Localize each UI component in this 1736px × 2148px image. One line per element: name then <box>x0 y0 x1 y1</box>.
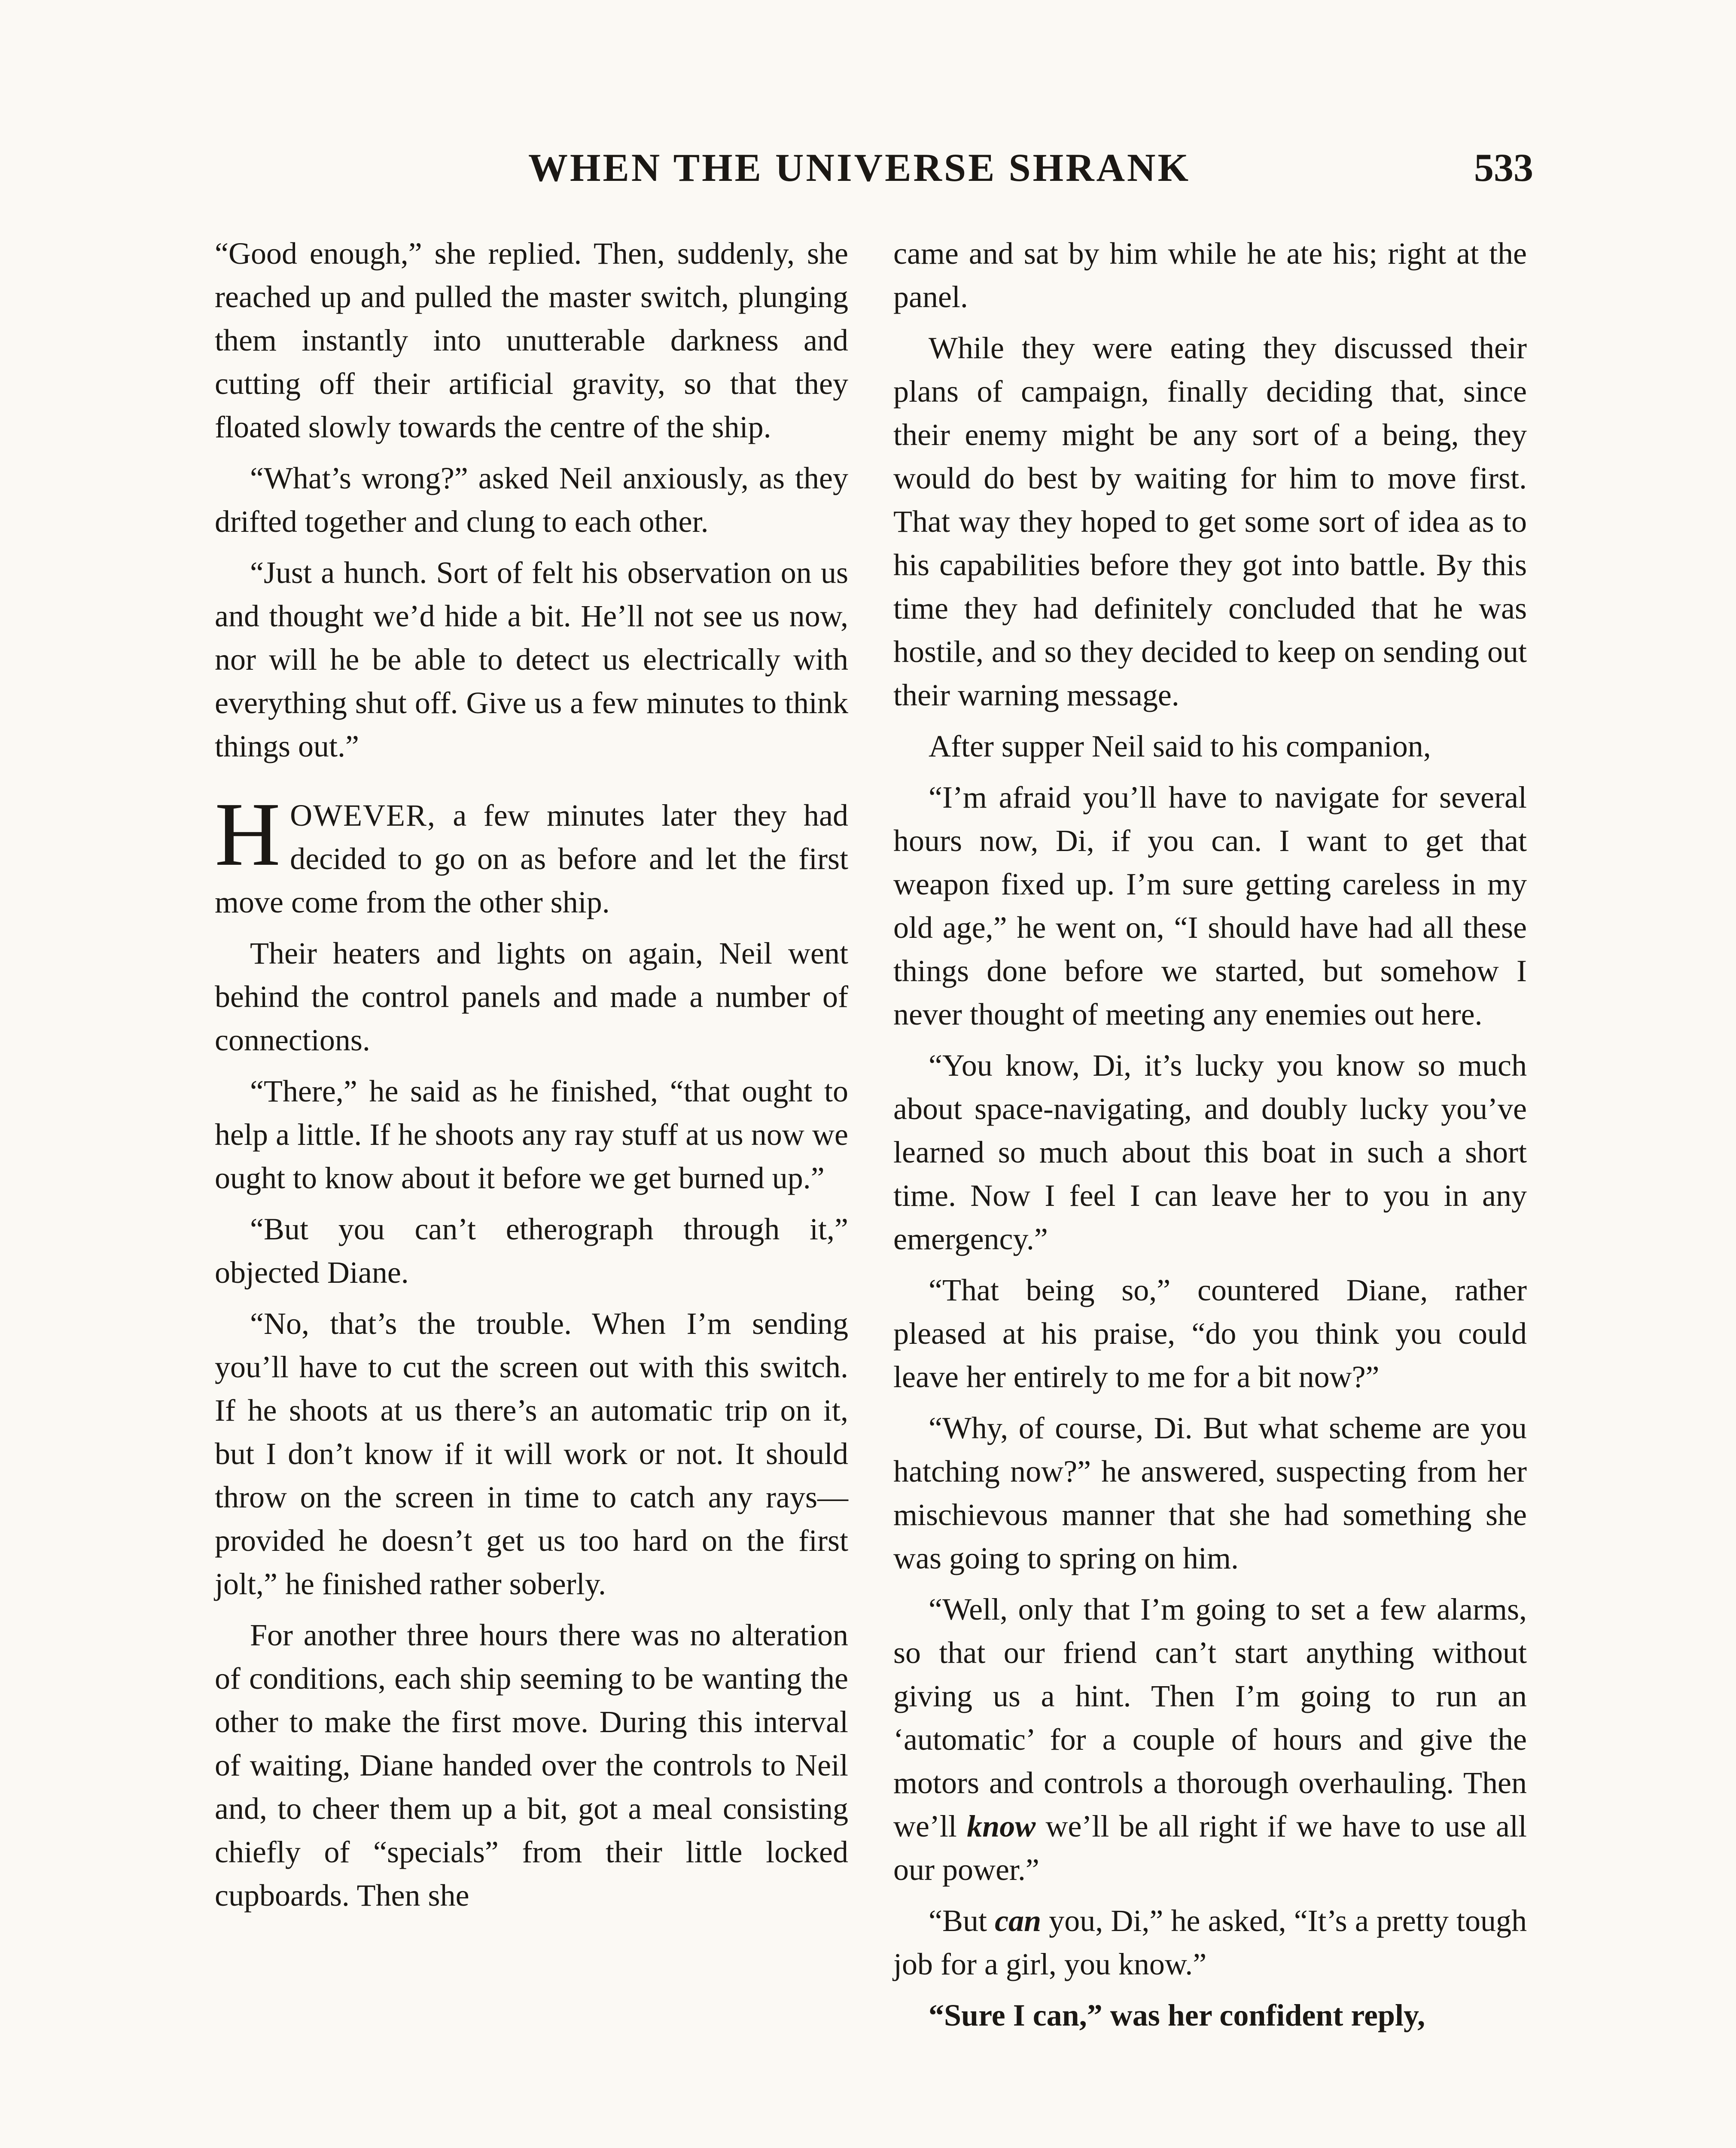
paragraph: While they were eating they discussed their plans of campaign, finally deciding that, since their enemy might be any sort of a being, they would do best by waiting for him to move first. That way they hoped to get some sort of idea as to his capabilities before they got into battle. By this time they had definitely concluded that he was hostile, and so they decided to keep on sending out their warning message. <box>893 331 1527 712</box>
page-number: 533 <box>1474 146 1533 189</box>
paragraph: Their heaters and lights on again, Neil went behind the control panels and made a number of connections. <box>215 936 848 1057</box>
right-column <box>893 232 1527 2045</box>
paragraph: “Why, of course, Di. But what scheme are you hatching now?” he answered, suspecting from her mischievous manner that she had something she was going to spring on him. <box>893 1411 1527 1575</box>
paragraph: After supper Neil said to his companion, <box>929 729 1431 763</box>
paragraph-text: “Well, only that I’m going to set a few alarms, so that our friend can’t start anything without giving us a hint. Then I’m going to run an ‘automatic’ for a couple of hours and give the motors and controls a thorough overhauling. Then we’ll <box>893 1592 1527 1843</box>
paragraph: came and sat by him while he ate his; right at the panel. <box>893 236 1527 314</box>
section-opening-paragraph <box>215 784 848 924</box>
paragraph <box>893 1588 1527 1892</box>
paragraph: “You know, Di, it’s lucky you know so much about space-navigating, and doubly lucky you’ve learned so much about this boat in such a short time. Now I feel I can leave her to you in any emergency.” <box>893 1048 1527 1256</box>
paragraph-text: a few minutes later they had decided to go on as before and let the first move come from the other ship. <box>215 798 848 919</box>
drop-cap: H <box>215 784 281 885</box>
paragraph-text: you, Di,” he asked, “It’s a pretty tough job for a girl, you know.” <box>893 1904 1527 1981</box>
paragraph: “But you can’t etherograph through it,” objected Diane. <box>215 1212 848 1290</box>
paragraph: “There,” he said as he finished, “that ought to help a little. If he shoots any ray stuff at us now we ought to know about it before we get burned up.” <box>215 1074 848 1195</box>
paragraph: “No, that’s the trouble. When I’m sending you’ll have to cut the screen out with this switch. If he shoots at us there’s an automatic trip on it, but I don’t know if it will work or not. It should throw on the screen in time to catch any rays—provided he doesn’t get us too hard on the first jolt,” he finished rather soberly. <box>215 1306 848 1601</box>
paragraph: “Sure I can,” was her confident reply, <box>929 1998 1425 2032</box>
left-column <box>215 232 848 1925</box>
paragraph: For another three hours there was no alteration of conditions, each ship seeming to be wanting the other to make the first move. During this interval of waiting, Diane handed over the controls to Neil and, to cheer them up a bit, got a meal consisting chiefly of “specials” from their little locked cupboards. Then she <box>215 1618 848 1913</box>
paragraph: “What’s wrong?” asked Neil anxiously, as they drifted together and clung to each other. <box>215 461 848 539</box>
running-title: WHEN THE UNIVERSE SHRANK <box>528 146 1191 189</box>
lead-in-caps: OWEVER, <box>290 798 436 833</box>
paragraph <box>893 1899 1527 1986</box>
paragraph-text: we’ll be all right if we have to use all our power.” <box>893 1809 1527 1887</box>
paragraph: “I’m afraid you’ll have to navigate for several hours now, Di, if you can. I want to get that weapon fixed up. I’m sure getting careless in my old age,” he went on, “I should have had all these things done before we started, but somehow I never thought of meeting any enemies out here. <box>893 780 1527 1031</box>
paragraph: “Just a hunch. Sort of felt his observation on us and thought we’d hide a bit. He’ll not see us now, nor will he be able to detect us electrically with everything shut off. Give us a few minutes to think things out.” <box>215 555 848 763</box>
emphasis-text: know <box>967 1809 1036 1843</box>
paragraph-text: “But <box>929 1904 995 1938</box>
paragraph: “Good enough,” she replied. Then, suddenly, she reached up and pulled the master switch, plunging them instantly into unutterable darkness and cutting off their artificial gravity, so that they floated slowly towards the centre of the ship. <box>215 236 848 444</box>
emphasis-text: can <box>995 1904 1042 1938</box>
paragraph: “That being so,” countered Diane, rather pleased at his praise, “do you think you could leave her entirely to me for a bit now?” <box>893 1273 1527 1394</box>
page-header <box>528 142 1533 193</box>
